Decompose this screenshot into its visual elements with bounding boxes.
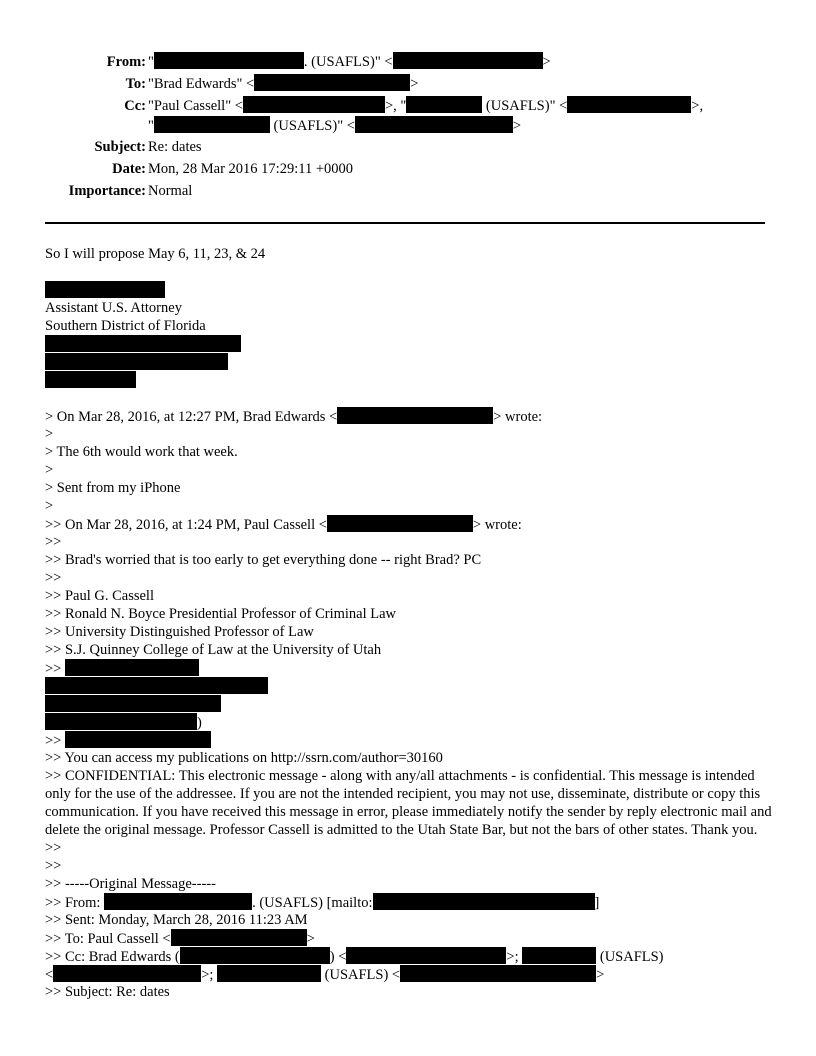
sig2-line: >> Ronald N. Boyce Presidential Professor of Criminal Law xyxy=(45,606,397,622)
redaction xyxy=(406,96,482,113)
orig-subject: >> Subject: Re: dates xyxy=(45,984,170,1000)
quote1-sent: > Sent from my iPhone xyxy=(45,480,181,496)
sig-district: Southern District of Florida xyxy=(45,318,206,334)
quote-text: ] xyxy=(594,895,600,911)
cc-part: >, " xyxy=(384,98,407,114)
quote-text: (USAFLS) < xyxy=(321,967,401,983)
redaction xyxy=(53,965,201,982)
redaction xyxy=(393,52,543,69)
cc-part: "Paul Cassell" < xyxy=(148,98,243,114)
sig-title: Assistant U.S. Attorney xyxy=(45,300,182,316)
sig2-redacted-line xyxy=(45,659,775,677)
quote-text: > xyxy=(596,967,605,983)
redaction xyxy=(346,947,506,964)
quote-text: < xyxy=(45,967,54,983)
redaction xyxy=(522,947,596,964)
redaction xyxy=(45,677,268,694)
redaction xyxy=(373,893,595,910)
orig-cc-2 xyxy=(45,965,775,983)
redaction xyxy=(567,96,691,113)
quote-text: >> From: xyxy=(45,895,105,911)
quote-marker: >> xyxy=(45,661,62,677)
proposal-line: So I will propose May 6, 11, 23, & 24 xyxy=(45,246,266,262)
header-divider xyxy=(45,222,765,224)
subject-label: Subject: xyxy=(94,139,146,155)
quote-text: (USAFLS) xyxy=(596,949,664,965)
redaction xyxy=(104,893,252,910)
quote2-text: >> Brad's worried that is too early to get everything done -- right Brad? PC xyxy=(45,552,482,568)
quote-text: >> Cc: Brad Edwards ( xyxy=(45,949,180,965)
quote-text: . (USAFLS) [mailto: xyxy=(252,895,373,911)
confidential-notice: >> CONFIDENTIAL: This electronic message - along with any/all attachments - is confidential. This message is intended only for the use of the addressee. If you are not the intended recipient, you may not use, disseminate, distribute or copy this communication. If you have received this message in error, please immediately notify the sender by reply electronic mail and delete the original message. Professor Cassell is admitted to the Utah State Bar, but not the bars of other states. Thank you. xyxy=(45,768,772,838)
from-org: . (USAFLS)" < xyxy=(303,54,393,70)
quote-text: > xyxy=(306,931,315,947)
redaction xyxy=(180,947,330,964)
sig2-line: >> University Distinguished Professor of Law xyxy=(45,624,314,640)
redaction xyxy=(171,929,307,946)
cc-value-2 xyxy=(148,116,521,136)
original-message-marker: >> -----Original Message----- xyxy=(45,876,216,892)
to-label: To: xyxy=(125,76,146,92)
sig-redacted-1 xyxy=(45,335,775,353)
quote1-header xyxy=(45,407,775,425)
sig2-redacted-block xyxy=(45,695,775,713)
quote-text: >; xyxy=(506,949,523,965)
date-label: Date: xyxy=(112,161,146,177)
blank xyxy=(45,263,775,281)
orig-cc xyxy=(45,947,775,965)
sig2-name: >> Paul G. Cassell xyxy=(45,588,154,604)
message-body xyxy=(45,245,775,1001)
to-name: "Brad Edwards" < xyxy=(148,76,255,92)
orig-from xyxy=(45,893,775,911)
cc-part: (USAFLS)" < xyxy=(482,98,568,114)
redaction xyxy=(45,281,165,298)
redaction xyxy=(45,335,241,352)
redaction xyxy=(154,52,304,69)
redaction xyxy=(327,515,473,532)
sig2-redacted-paren xyxy=(45,713,775,731)
redaction xyxy=(45,353,228,370)
quote-text: > On Mar 28, 2016, at 12:27 PM, Brad Edwards < xyxy=(45,409,338,425)
redaction xyxy=(355,116,513,133)
cc-value xyxy=(148,96,703,116)
date-value: Mon, 28 Mar 2016 17:29:11 +0000 xyxy=(148,161,353,177)
quote-text: >> To: Paul Cassell < xyxy=(45,931,171,947)
cc-part: " xyxy=(148,118,154,134)
redaction xyxy=(400,965,596,982)
redaction xyxy=(243,96,385,113)
redaction xyxy=(45,695,221,712)
redaction xyxy=(45,371,136,388)
redaction xyxy=(65,659,199,676)
cc-label: Cc: xyxy=(124,98,146,114)
quote-marker: > xyxy=(45,498,54,514)
to-value xyxy=(148,74,418,94)
quote-text: ) < xyxy=(329,949,347,965)
from-end: > xyxy=(542,54,551,70)
quote-text: >> On Mar 28, 2016, at 1:24 PM, Paul Cassell < xyxy=(45,517,327,533)
sig-name-redacted xyxy=(45,281,775,299)
quote-marker: >> xyxy=(45,570,62,586)
quote-marker: > xyxy=(45,462,54,478)
paren: ) xyxy=(197,715,202,731)
redaction xyxy=(337,407,493,424)
sig2-redacted-line xyxy=(45,731,775,749)
redaction xyxy=(65,731,211,748)
cc-part: >, xyxy=(691,98,704,114)
quote1-text: > The 6th would work that week. xyxy=(45,444,238,460)
quote2-header xyxy=(45,515,775,533)
redaction xyxy=(45,713,197,730)
importance-label: Importance: xyxy=(68,183,146,199)
quote-marker: > xyxy=(45,426,54,442)
quote-text: > wrote: xyxy=(493,409,543,425)
quote-marker: >> xyxy=(45,733,62,749)
sig2-pubs: >> You can access my publications on http://ssrn.com/author=30160 xyxy=(45,750,443,766)
quote-text: >; xyxy=(201,967,218,983)
from-label: From: xyxy=(106,54,146,70)
sig2-line: >> S.J. Quinney College of Law at the University of Utah xyxy=(45,642,382,658)
sig2-redacted-block xyxy=(45,677,775,695)
quote-text: > wrote: xyxy=(472,517,522,533)
to-end: > xyxy=(410,76,419,92)
cc-part: (USAFLS)" < xyxy=(269,118,355,134)
orig-sent: >> Sent: Monday, March 28, 2016 11:23 AM xyxy=(45,912,308,928)
importance-value: Normal xyxy=(148,183,193,199)
subject-value: Re: dates xyxy=(148,139,202,155)
blank xyxy=(45,389,775,407)
quote-marker: >> xyxy=(45,840,62,856)
redaction xyxy=(217,965,321,982)
sig-redacted-3 xyxy=(45,371,775,389)
orig-to xyxy=(45,929,775,947)
redaction xyxy=(154,116,270,133)
cc-part: > xyxy=(512,118,522,134)
quote-marker: >> xyxy=(45,858,62,874)
from-quote: " xyxy=(148,54,154,70)
redaction xyxy=(254,74,410,91)
quote-marker: >> xyxy=(45,534,62,550)
from-value xyxy=(148,52,551,72)
sig-redacted-2 xyxy=(45,353,775,371)
